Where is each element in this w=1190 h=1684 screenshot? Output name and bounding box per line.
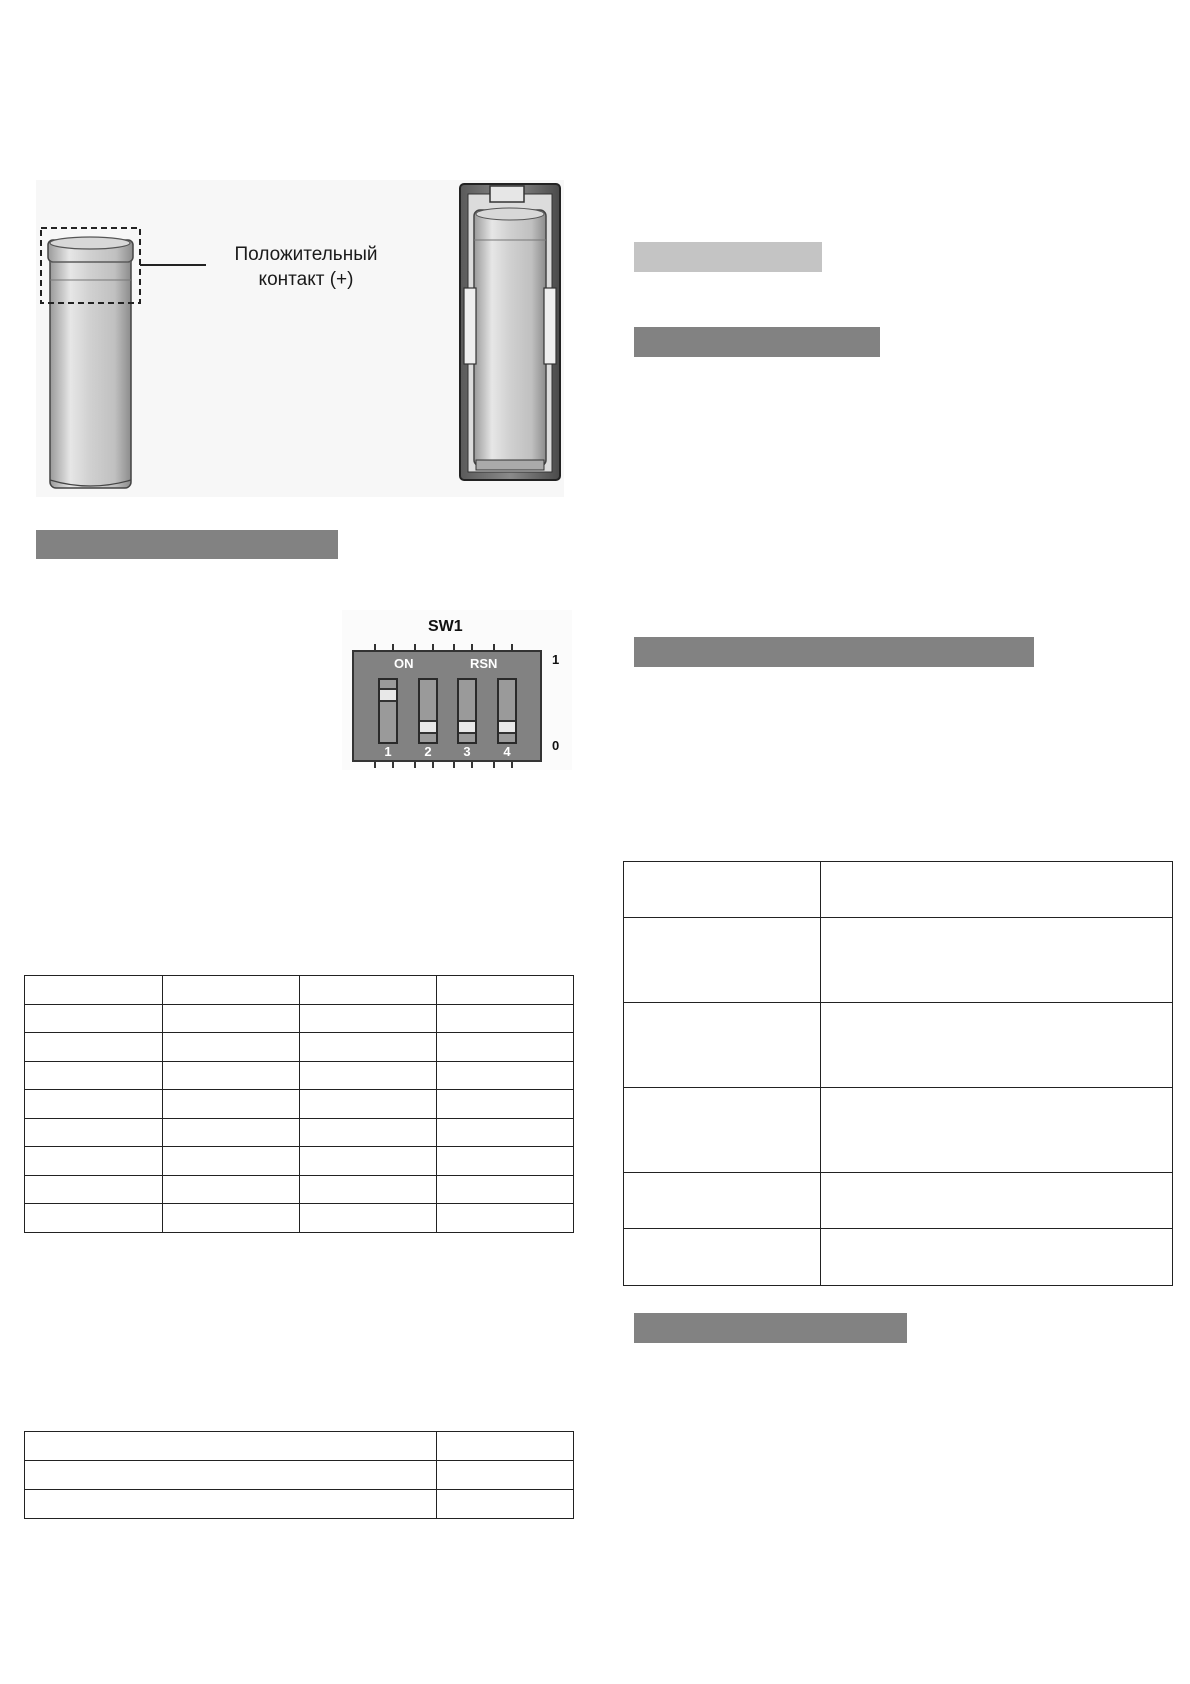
table-row	[624, 918, 1173, 1003]
summary-table	[24, 1431, 574, 1519]
switch-number: 2	[424, 744, 432, 759]
dip-switch-4[interactable]	[497, 678, 517, 744]
switch-number: 1	[384, 744, 392, 759]
table-cell	[163, 1119, 300, 1147]
table-cell	[624, 918, 821, 1003]
positive-contact-label	[201, 242, 411, 292]
table-cell	[300, 1090, 437, 1119]
table-cell	[25, 1432, 437, 1461]
switch-number: 4	[503, 744, 511, 759]
table-cell	[821, 862, 1173, 918]
table-cell	[163, 976, 300, 1005]
switch-number: 3	[463, 744, 471, 759]
table-row	[624, 1088, 1173, 1173]
table-cell	[437, 1204, 574, 1233]
table-cell	[163, 1062, 300, 1090]
switch-side-label-off: 0	[552, 738, 560, 753]
table-cell	[821, 1088, 1173, 1173]
switch-knob	[380, 688, 396, 702]
switch-label-rsn: RSN	[470, 656, 498, 671]
section-heading-bar-light	[634, 242, 822, 272]
table-row	[624, 1003, 1173, 1088]
table-cell	[300, 976, 437, 1005]
table-row	[25, 1490, 574, 1519]
table-cell	[300, 1147, 437, 1176]
switch-knob	[499, 720, 515, 734]
dip-switch-2[interactable]	[418, 678, 438, 744]
battery-cell	[48, 237, 133, 488]
dip-switch-figure	[342, 610, 572, 770]
table-cell	[821, 1229, 1173, 1286]
dip-switch-title: SW1	[428, 618, 463, 635]
table-cell	[25, 1461, 437, 1490]
table-cell	[163, 1204, 300, 1233]
settings-table	[24, 975, 574, 1233]
positive-contact-label-line2: контакт (+)	[258, 269, 354, 290]
table-cell	[25, 1062, 163, 1090]
table-cell	[25, 1005, 163, 1033]
table-cell	[300, 1119, 437, 1147]
table-cell	[437, 1090, 574, 1119]
table-cell	[624, 1088, 821, 1173]
table-row	[25, 1062, 574, 1090]
table-cell	[163, 1176, 300, 1204]
table-cell	[437, 1176, 574, 1204]
switch-pin	[414, 762, 434, 768]
table-cell	[821, 918, 1173, 1003]
table-cell	[437, 1119, 574, 1147]
table-cell	[624, 862, 821, 918]
table-cell	[437, 1005, 574, 1033]
table-cell	[437, 1432, 574, 1461]
table-row	[25, 1176, 574, 1204]
positive-contact-label-line1: Положительный	[234, 244, 378, 265]
table-row	[25, 1033, 574, 1062]
dip-switch-3[interactable]	[457, 678, 477, 744]
table-cell	[437, 1490, 574, 1519]
table-row	[25, 1461, 574, 1490]
switch-pin	[453, 762, 473, 768]
switch-knob	[420, 720, 436, 734]
table-cell	[821, 1003, 1173, 1088]
section-heading-bar	[634, 1313, 907, 1343]
table-cell	[25, 976, 163, 1005]
table-cell	[25, 1033, 163, 1062]
battery-holder	[460, 184, 560, 480]
battery-installation-figure	[36, 180, 564, 497]
table-row	[25, 1432, 574, 1461]
switch-pin	[374, 762, 394, 768]
table-cell	[437, 1147, 574, 1176]
indication-table	[623, 861, 1173, 1286]
battery-illustration	[36, 180, 564, 497]
dip-switch-body	[352, 650, 542, 762]
table-row	[624, 1229, 1173, 1286]
table-cell	[25, 1090, 163, 1119]
table-row	[25, 976, 574, 1005]
table-cell	[25, 1490, 437, 1519]
section-heading-bar	[36, 530, 338, 559]
table-cell	[300, 1005, 437, 1033]
table-cell	[25, 1176, 163, 1204]
table-row	[25, 1204, 574, 1233]
table-cell	[163, 1005, 300, 1033]
table-cell	[25, 1147, 163, 1176]
table-row	[624, 862, 1173, 918]
table-cell	[163, 1090, 300, 1119]
dip-switch-1[interactable]	[378, 678, 398, 744]
switch-side-label-on: 1	[552, 652, 560, 667]
table-row	[25, 1147, 574, 1176]
table-cell	[163, 1147, 300, 1176]
table-row	[25, 1119, 574, 1147]
switch-label-on: ON	[394, 656, 414, 671]
table-cell	[624, 1003, 821, 1088]
table-cell	[300, 1062, 437, 1090]
table-cell	[300, 1033, 437, 1062]
table-cell	[25, 1119, 163, 1147]
section-heading-bar	[634, 637, 1034, 667]
table-row	[624, 1173, 1173, 1229]
table-cell	[437, 1461, 574, 1490]
table-cell	[437, 1062, 574, 1090]
table-cell	[624, 1229, 821, 1286]
table-row	[25, 1005, 574, 1033]
switch-knob	[459, 720, 475, 734]
table-cell	[821, 1173, 1173, 1229]
table-cell	[300, 1204, 437, 1233]
table-cell	[300, 1176, 437, 1204]
table-cell	[437, 1033, 574, 1062]
table-cell	[624, 1173, 821, 1229]
table-row	[25, 1090, 574, 1119]
section-heading-bar	[634, 327, 880, 357]
switch-pin	[493, 762, 513, 768]
table-cell	[437, 976, 574, 1005]
table-cell	[163, 1033, 300, 1062]
table-cell	[25, 1204, 163, 1233]
